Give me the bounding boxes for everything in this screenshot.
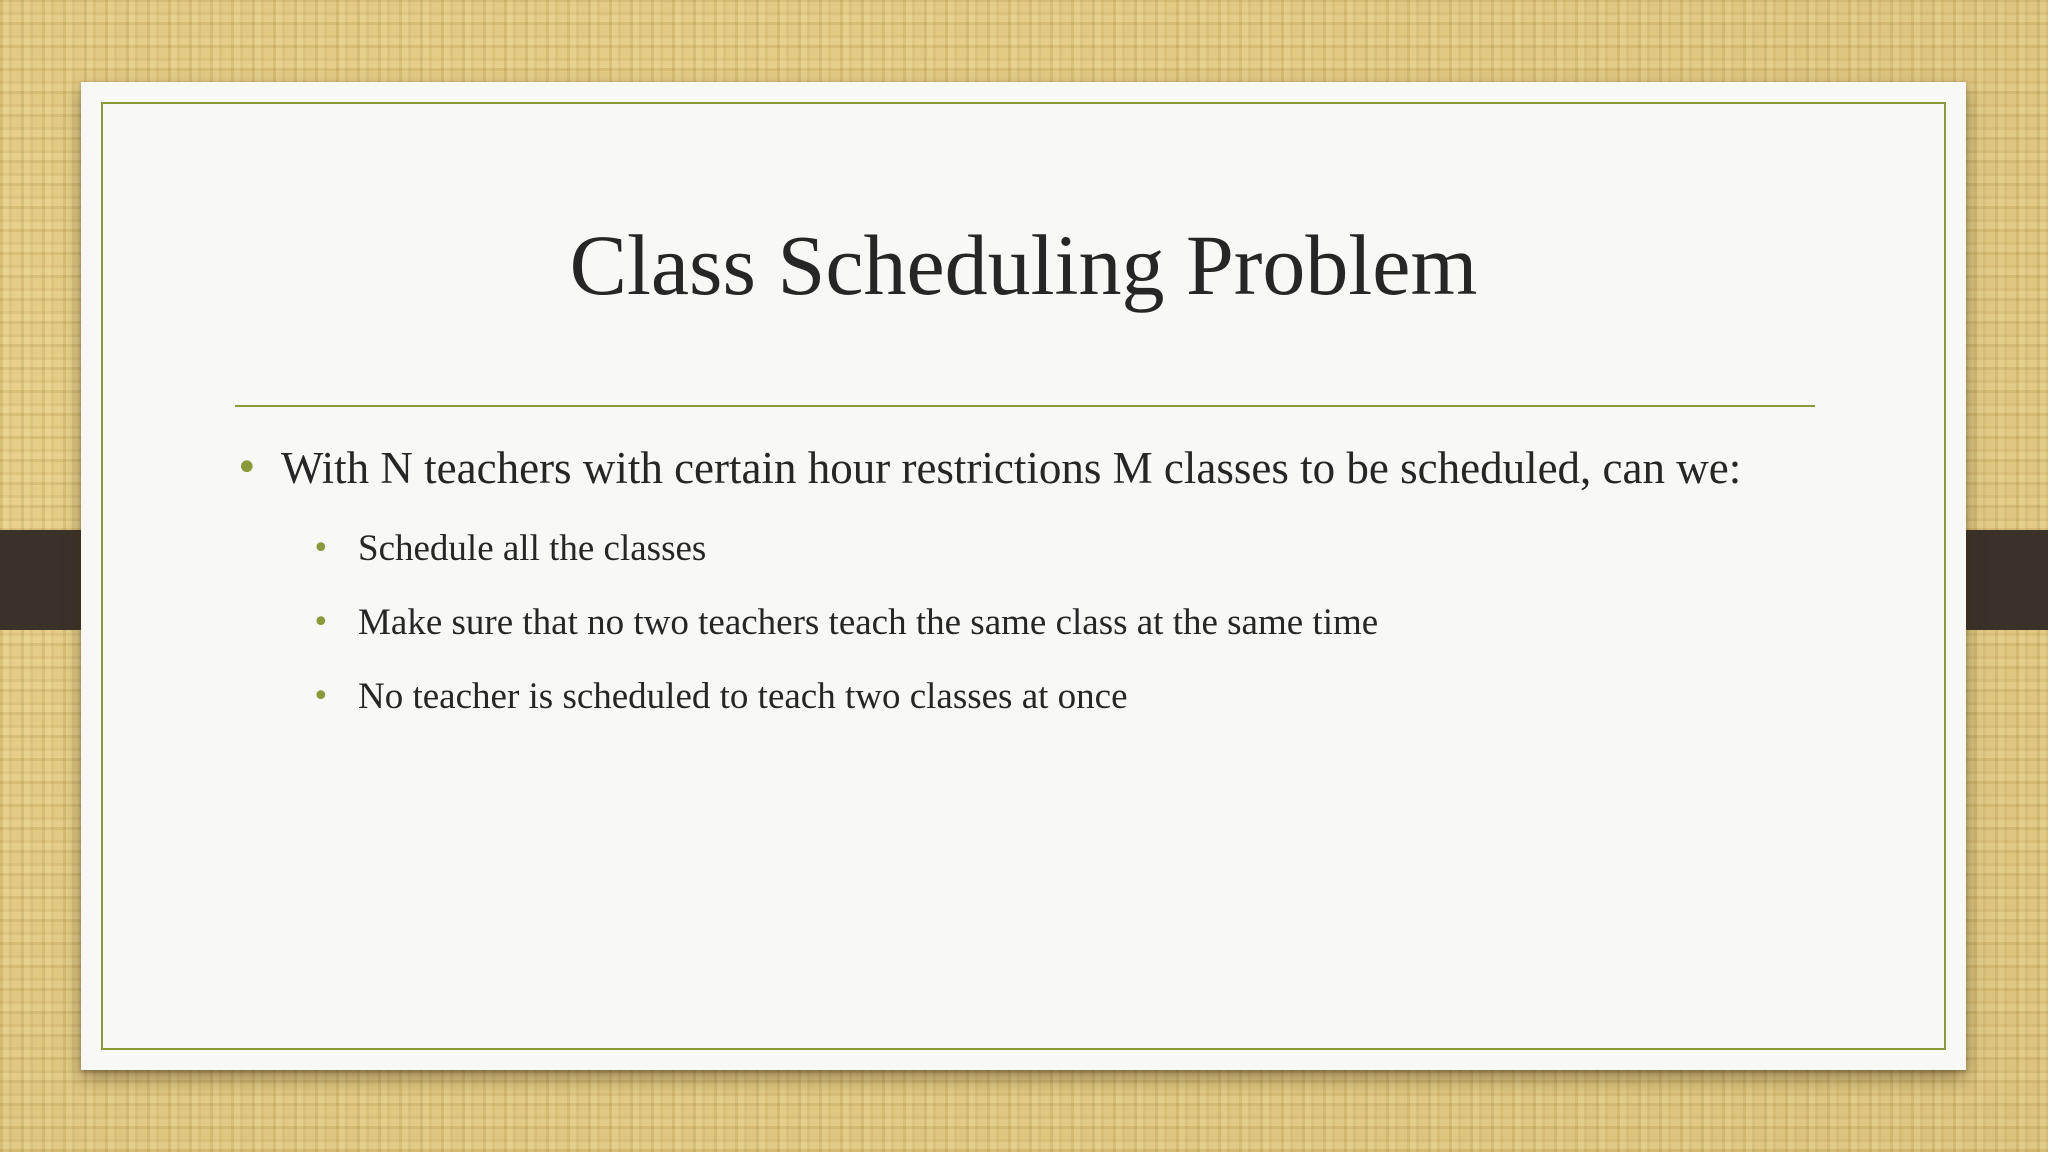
sub-bullet-item	[312, 599, 1855, 647]
slide-card	[81, 82, 1966, 1070]
sub-bullet-list	[281, 525, 1855, 721]
sub-bullet-text: Schedule all the classes	[358, 528, 707, 569]
sub-bullet-item	[312, 525, 1855, 573]
bullet-dot-icon: •	[312, 679, 330, 714]
title-divider	[235, 405, 1815, 407]
bullet-dot-icon: •	[312, 605, 330, 640]
slide-title: Class Scheduling Problem	[569, 217, 1478, 313]
bullet-dot-icon: •	[235, 445, 259, 491]
bullet-text: With N teachers with certain hour restrictions M classes to be scheduled, can we:	[281, 443, 1742, 493]
bullet-dot-icon: •	[312, 531, 330, 566]
bullet-list	[235, 437, 1855, 747]
bullet-item	[235, 437, 1855, 721]
sub-bullet-item	[312, 673, 1855, 721]
sub-bullet-text: Make sure that no two teachers teach the same class at the same time	[358, 602, 1379, 643]
sub-bullet-text: No teacher is scheduled to teach two classes at once	[358, 676, 1128, 717]
